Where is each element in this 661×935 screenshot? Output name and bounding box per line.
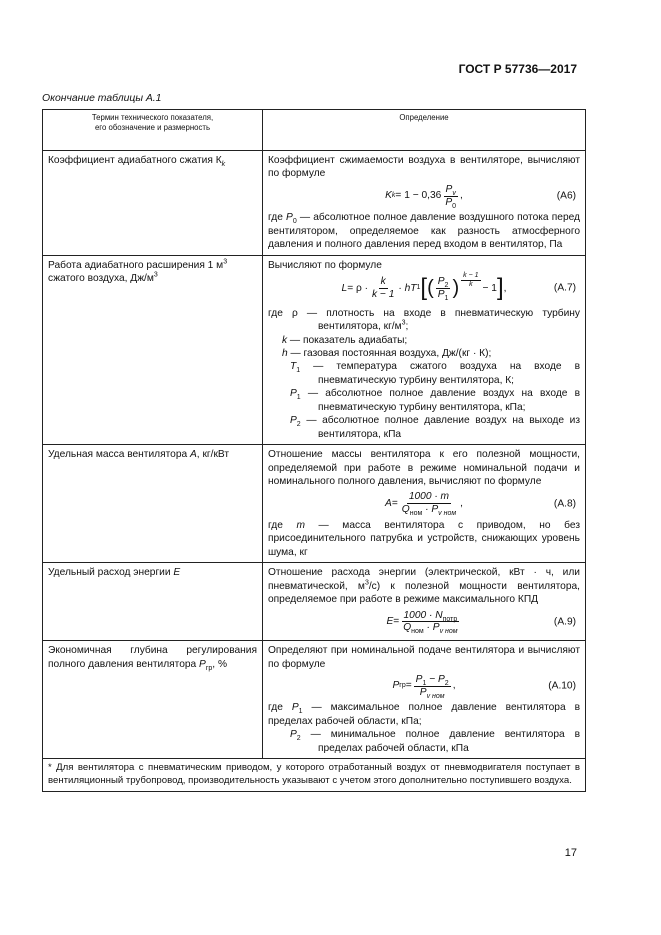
formula-a8: A = $\frac{1000 \cdot m}{Q_{ном} \cdot P_{v ном}}$ , (А.8) <box>385 491 576 518</box>
definition-text: Вычисляют по формуле <box>268 259 382 271</box>
legend-p2: $P_2$ — абсолютное полное давление воздух на выходе из вентилятора, кПа <box>290 415 580 440</box>
term-cell: Удельная масса вентилятора A, кг/кВт <box>43 445 263 563</box>
definition-cell <box>263 255 586 444</box>
definition-cell <box>263 641 586 759</box>
legend-p1: $P_1$ — абсолютное полное давление воздух на входе в пневматическую турбину вентилятора, кПа; <box>290 388 580 413</box>
table-header-row <box>43 110 586 151</box>
table-caption: Окончание таблицы А.1 <box>42 93 162 104</box>
table-row <box>43 151 586 256</box>
formula-a10: P гр = $\frac{P_1 - P_2}{P_{v ном}}$ , (А.10) <box>392 673 576 700</box>
legend-rho: где ρ — плотность на входе в пневматическую турбину вентилятора, $кг/м^3$; <box>268 307 580 333</box>
term-cell: Экономичная глубина регулирования полного давления вентилятора $P_{гр}$, % <box>43 641 263 759</box>
where-clause: где $P_0$ — абсолютное полное давление воздушного потока перед вентилятором, определяемое как разность атмосферного давления и полного давления перед входом в вентилятор, Па <box>268 212 580 251</box>
formula-number: (А.10) <box>548 680 576 692</box>
definition-cell <box>263 445 586 563</box>
definition-text: Определяют при номинальной подаче вентилятора и вычисляют по формуле <box>268 645 580 670</box>
definitions-table <box>42 109 586 792</box>
legend-t1: $T_1$ — температура сжатого воздуха на входе в пневматическую турбину вентилятора, К; <box>290 361 580 386</box>
standard-code: ГОСТ Р 57736—2017 <box>458 62 577 76</box>
formula-a9: E = $\frac{1000 \cdot N_{потр}}{Q_{ном} \cdot P_{v ном}}$ (А.9) <box>386 609 576 636</box>
table-row <box>43 641 586 759</box>
formula-number: (А6) <box>556 190 576 202</box>
formula-number: (А.7) <box>553 282 576 294</box>
bracket-right: ] <box>496 274 504 302</box>
where-clause: где m — масса вентилятора с приводом, но без присоединительного патрубка и устройств, снижающих уровень шума, кг <box>268 519 580 558</box>
table-row <box>43 445 586 563</box>
header-term: Термин технического показателя, его обозначение и размерность <box>43 110 263 151</box>
table-row <box>43 563 586 641</box>
definition-text: Коэффициент сжимаемости воздуха в вентиляторе, вычисляют по формуле <box>268 155 580 180</box>
definition-cell <box>263 563 586 641</box>
term-cell: Работа адиабатного расширения 1 $м^3$ сжатого воздуха, $Дж/м^3$ <box>43 255 263 444</box>
header-definition: Определение <box>263 110 586 151</box>
definition-text: Отношение массы вентилятора к его полезной мощности, определяемой при работе в режиме номинальной подачи и номинального полного давления, вычисляют по формуле <box>268 449 580 488</box>
legend-p1: где $P_1$ — максимальное полное давление вентилятора в пределах рабочей области, кПа; <box>268 702 580 727</box>
exponent: $\frac{k - 1}{k}$ <box>463 272 479 289</box>
legend-p2: $P_2$ — минимальное полное давление вентилятора в пределах рабочей области, кПа <box>290 729 580 754</box>
term-cell: Коэффициент адиабатного сжатия $К_k$ <box>43 151 263 256</box>
definition-cell <box>263 151 586 256</box>
formula-number: (А.9) <box>553 616 576 628</box>
table-row <box>43 255 586 444</box>
legend-k: k — показатель адиабаты; <box>282 334 408 346</box>
legend-h: h — газовая постоянная воздуха, Дж/(кг · К); <box>282 347 492 359</box>
formula-a7: L = ρ · $\frac{k}{k - 1}$ · hT 1 [ ( $\frac{P_2}{P_1}$ ) $\frac{k - 1}{k}$ − 1 ] , (А.7) <box>341 272 576 302</box>
formula-a6: K k = 1 − 0,36 $\frac{P_v}{P_0}$ , (А6) <box>385 183 576 210</box>
footnote: * Для вентилятора с пневматическим приводом, у которого отработанный воздух от пневмодвигателя поступает в вентиляционный трубопровод, производительность указывают с учетом этого дополнительно поступившего воздуха. <box>43 759 586 791</box>
definition-text: Отношение расхода энергии (электрической, кВт · ч, или пневматической, $м^3/с$) к полезной мощности вентилятора, определяемое при работе в режиме максимального КПД <box>268 567 580 606</box>
term-cell: Удельный расход энергии E <box>43 563 263 641</box>
fraction: $\frac{P_v}{P_0}$ <box>445 183 457 210</box>
page-number: 17 <box>564 847 577 859</box>
footnote-row <box>43 759 586 791</box>
formula-number: (А.8) <box>553 497 576 509</box>
bracket-left: [ <box>420 274 428 302</box>
